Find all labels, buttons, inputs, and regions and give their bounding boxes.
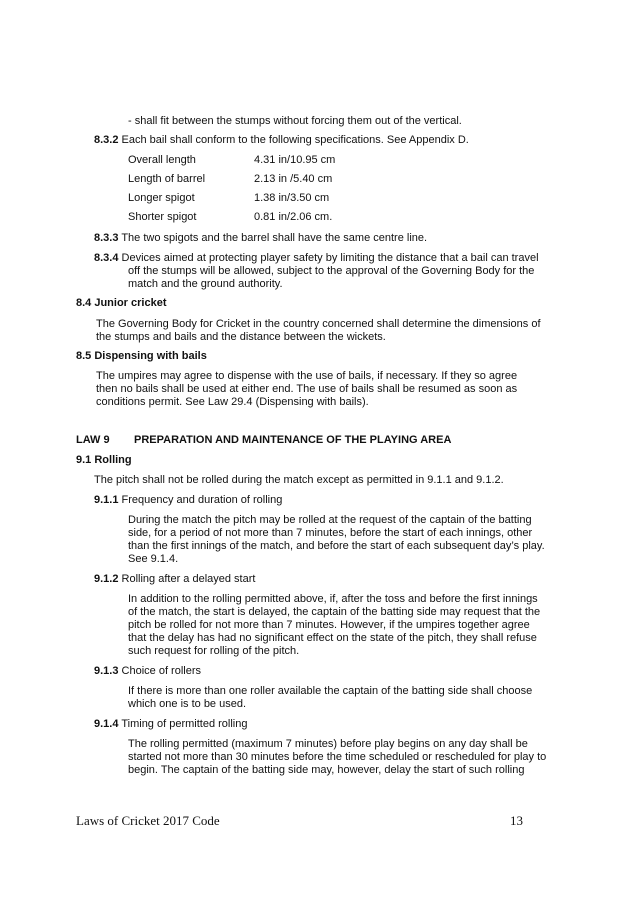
- section-9-1-2-line: that the delay has had no significant effect on the state of the pitch, they shall refuse: [128, 632, 537, 644]
- section-8-5-line: The umpires may agree to dispense with the use of bails, if necessary. If they so agree: [96, 370, 518, 382]
- heading-9-1: 9.1 Rolling: [76, 454, 132, 466]
- spec-value: 4.31 in/10.95 cm: [254, 154, 336, 166]
- section-8-4-line: The Governing Body for Cricket in the country concerned shall determine the dimensions of: [96, 318, 541, 330]
- spec-row: [128, 191, 428, 205]
- section-9-1-1-line: During the match the pitch may be rolled at the request of the captain of the batting: [128, 514, 532, 526]
- section-9-1-3-line: which one is to be used.: [128, 698, 247, 710]
- spec-name: Overall length: [128, 154, 196, 166]
- section-9-1-3-line: If there is more than one roller available the captain of the batting side shall choose: [128, 685, 533, 697]
- section-8-5-line: conditions permit. See Law 29.4 (Dispensing with bails).: [96, 396, 369, 408]
- section-number: 9.1.2: [94, 573, 119, 585]
- section-8-3-4-line: [94, 251, 539, 265]
- section-8-3-2: [94, 133, 469, 147]
- section-number: 9.1.3: [94, 665, 119, 677]
- section-9-1-2-line: In addition to the rolling permitted above, if, after the toss and before the first innings: [128, 593, 538, 605]
- page-number: 13: [510, 813, 523, 828]
- spec-row: [128, 210, 428, 224]
- section-8-5-line: then no bails shall be used at either end. The use of bails shall be resumed as soon as: [96, 383, 518, 395]
- stumps-clause: - shall fit between the stumps without forcing them out of the vertical.: [128, 115, 462, 127]
- section-9-1-2-line: pitch be rolled for not more than 7 minutes. However, if the umpires together agree: [128, 619, 530, 631]
- spec-name: Length of barrel: [128, 173, 206, 185]
- section-9-1-1-line: See 9.1.4.: [128, 553, 179, 565]
- section-title: Rolling after a delayed start: [121, 573, 256, 585]
- heading-8-4: 8.4 Junior cricket: [76, 297, 167, 309]
- section-title: Choice of rollers: [121, 665, 202, 677]
- section-number: 8.3.4: [94, 252, 119, 264]
- spec-row: [128, 153, 428, 167]
- section-9-1-4-title: [94, 717, 247, 731]
- section-9-1-1-title: [94, 493, 282, 507]
- section-9-1-3-title: [94, 664, 201, 678]
- spec-name: Longer spigot: [128, 192, 195, 204]
- section-9-1-2-title: [94, 572, 255, 586]
- section-8-4-line: the stumps and bails and the distance between the wickets.: [96, 331, 386, 343]
- section-text: The two spigots and the barrel shall have the same centre line.: [121, 232, 428, 244]
- section-title: Frequency and duration of rolling: [121, 494, 283, 506]
- section-title: Timing of permitted rolling: [121, 718, 248, 730]
- section-9-1-4-line: begin. The captain of the batting side may, however, delay the start of such rolling: [128, 764, 525, 776]
- section-text: Each bail shall conform to the following specifications. See Appendix D.: [121, 134, 469, 146]
- section-number: 8.3.2: [94, 134, 119, 146]
- section-8-3-4-line: match and the ground authority.: [128, 278, 283, 290]
- law-9-number: LAW 9: [76, 434, 110, 446]
- section-number: 8.3.3: [94, 232, 119, 244]
- spec-value: 0.81 in/2.06 cm.: [254, 211, 333, 223]
- section-9-1-1-line: side, for a period of not more than 7 minutes, before the start of each innings, other: [128, 527, 533, 539]
- section-number: 9.1.1: [94, 494, 119, 506]
- section-9-1-text: The pitch shall not be rolled during the match except as permitted in 9.1.1 and 9.1.2.: [94, 474, 504, 486]
- heading-8-5: 8.5 Dispensing with bails: [76, 350, 207, 362]
- law-9-title: PREPARATION AND MAINTENANCE OF THE PLAYING AREA: [134, 434, 452, 446]
- section-9-1-2-line: such request for rolling of the pitch.: [128, 645, 300, 657]
- section-8-3-4-line: off the stumps will be allowed, subject to the approval of the Governing Body for the: [128, 265, 535, 277]
- spec-row: [128, 172, 428, 186]
- spec-value: 1.38 in/3.50 cm: [254, 192, 330, 204]
- section-text: Devices aimed at protecting player safety by limiting the distance that a bail can travel: [121, 252, 539, 264]
- section-number: 9.1.4: [94, 718, 119, 730]
- section-9-1-4-line: started not more than 30 minutes before the time scheduled or rescheduled for play to: [128, 751, 547, 763]
- footer-title: Laws of Cricket 2017 Code: [76, 813, 220, 828]
- section-9-1-1-line: than the first innings of the match, and before the start of each subsequent day’s play.: [128, 540, 545, 552]
- spec-value: 2.13 in /5.40 cm: [254, 173, 333, 185]
- spec-name: Shorter spigot: [128, 211, 197, 223]
- section-9-1-2-line: of the match, the start is delayed, the captain of the batting side may request that the: [128, 606, 541, 618]
- section-8-3-3: [94, 231, 427, 245]
- section-9-1-4-line: The rolling permitted (maximum 7 minutes) before play begins on any day shall be: [128, 738, 528, 750]
